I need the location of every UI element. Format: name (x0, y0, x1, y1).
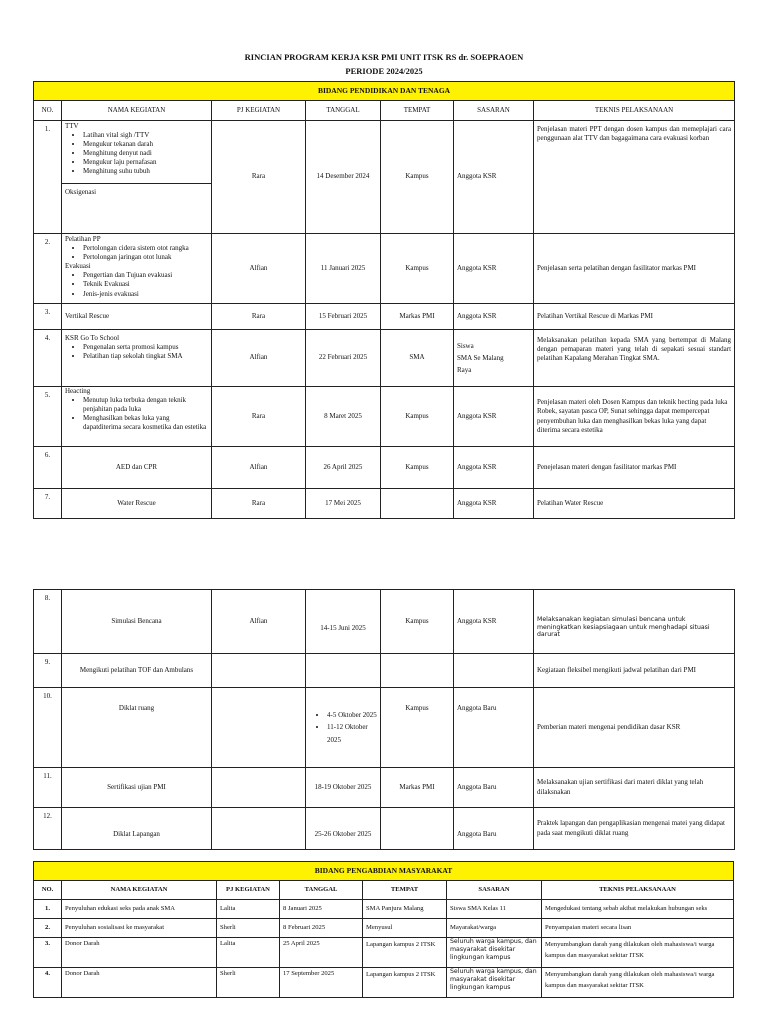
activity-name: Simulasi Bencana (62, 590, 212, 654)
date-cell: 11 Januari 2025 (306, 234, 381, 304)
table-row (34, 121, 735, 234)
activity-name: TTV (65, 122, 79, 130)
pj-cell (212, 808, 306, 850)
section-heading: BIDANG PENDIDIKAN DAN TENAGA (34, 82, 735, 101)
date-cell: 14 Desember 2024 (306, 121, 381, 234)
document-period: PERIODE 2024/2025 (345, 66, 423, 76)
table-row (34, 489, 735, 519)
activity-name: AED dan CPR (62, 447, 212, 489)
table-row (34, 654, 735, 688)
activity-name: Heacting (65, 387, 91, 395)
education-table (33, 81, 735, 519)
date-cell (306, 688, 381, 768)
tech-cell: Melaksanakan pelatihan kepada SMA yang bertempat di Malang dengan pemaparan materi yang telah di sepakati sesuai standart pelatihan Kapalang Merahan Tingkat SMA. (534, 330, 735, 387)
activity-cell (62, 121, 212, 234)
activity-name: Pelatihan PP (65, 235, 101, 243)
table-header-row (34, 881, 734, 900)
pj-cell: Rara (212, 387, 306, 447)
activity-subitem: Oksigenasi (62, 183, 211, 228)
target-cell: Anggota Baru (454, 688, 534, 768)
place-cell: Lapangan kampus 2 ITSK (363, 968, 447, 998)
tech-cell: Penyampaian materi secara lisan (542, 919, 734, 938)
date-list (309, 709, 377, 747)
place-cell: Kampus (381, 688, 454, 768)
table-row (34, 919, 734, 938)
list-item: • Mengukur tekanan darah (83, 140, 208, 149)
activity-name: Donor Darah (62, 938, 217, 968)
row-number: 9. (34, 654, 62, 688)
tech-cell: Praktek lapangan dan pengaplikasian mengenai matei yang didapat pada saat mengikuti diklat ruang (534, 808, 735, 850)
row-number: 11. (34, 768, 62, 808)
place-cell: SMA (381, 330, 454, 387)
pj-cell: Alfian (212, 330, 306, 387)
activity-cell (62, 387, 212, 447)
col-header: NO. (34, 881, 62, 900)
section-heading: BIDANG PENGABDIAN MASYARAKAT (34, 862, 734, 881)
list-item: • 4-5 Oktober 2025 (327, 709, 377, 722)
table-row (34, 968, 734, 998)
row-number: 1. (34, 900, 62, 919)
target-cell: Anggota KSR (454, 590, 534, 654)
target-cell: Anggota KSR (454, 489, 534, 519)
target-cell: Siswa SMA Kelas 11 (447, 900, 542, 919)
community-service-table (33, 861, 734, 998)
list-item: • Pertolongan cidera sistem otot rangka (83, 244, 208, 253)
place-cell: SMA Panjura Malang (363, 900, 447, 919)
place-cell: Markas PMI (381, 304, 454, 330)
table-row (34, 234, 735, 304)
row-number: 3. (34, 304, 62, 330)
target-cell: Seluruh warga kampus, dan masyarakat disekitar lingkungan kampus (447, 938, 542, 968)
activity-items (65, 271, 208, 298)
date-cell: 8 Februari 2025 (280, 919, 363, 938)
col-header: TEKNIS PELAKSANAAN (534, 101, 735, 121)
row-number: 1. (34, 121, 62, 234)
list-item: • Mengukur laju pernafasan (83, 158, 208, 167)
activity-name: Diklat Lapangan (62, 808, 212, 850)
target-cell: Anggota Baru (454, 808, 534, 850)
date-cell: 26 April 2025 (306, 447, 381, 489)
list-item: • Menghasilkan bekas luka yang dapatditerima secara kosmetika dan estetika (83, 414, 208, 432)
table-header-row (34, 101, 735, 121)
col-header: NAMA KEGIATAN (62, 101, 212, 121)
pj-cell (212, 768, 306, 808)
tech-cell: Melaksanakan kegiatan simulasi bencana untuk meningkatkan kesiapsiagaan untuk menghadapi situasi darurat (534, 590, 735, 654)
target-cell: Anggota KSR (454, 447, 534, 489)
date-cell: 8 Maret 2025 (306, 387, 381, 447)
place-cell (381, 654, 454, 688)
table-row (34, 330, 735, 387)
table-row (34, 900, 734, 919)
row-number: 2. (34, 919, 62, 938)
tech-cell: Pelatihan Water Rescue (534, 489, 735, 519)
list-item: • Pengertian dan Tujuan evakuasi (83, 271, 208, 280)
list-item: • Jenis-jenis evakuasi (83, 290, 208, 299)
target-cell: Mayarakat/warga (447, 919, 542, 938)
table-row (34, 387, 735, 447)
row-number: 2. (34, 234, 62, 304)
col-header: PJ KEGIATAN (217, 881, 280, 900)
place-cell (381, 808, 454, 850)
list-item: • Teknik Evakuasi (83, 280, 208, 289)
place-cell (381, 489, 454, 519)
activity-items (65, 396, 208, 432)
list-item: • Menghitung denyut nadi (83, 149, 208, 158)
activity-name: Donor Darah (62, 968, 217, 998)
target-cell: Seluruh warga kampus, dan masyarakat disekitar lingkungan kampus (447, 968, 542, 998)
date-cell: 15 Februari 2025 (306, 304, 381, 330)
activity-cell (62, 330, 212, 387)
document-title: RINCIAN PROGRAM KERJA KSR PMI UNIT ITSK RS dr. SOEPRAOEN (244, 52, 524, 62)
col-header: TEMPAT (363, 881, 447, 900)
activity-name: KSR Go To School (65, 334, 120, 342)
pj-cell: Lalita (217, 938, 280, 968)
row-number: 3. (34, 938, 62, 968)
list-item: • Latihan vital sigh /TTV (83, 131, 208, 140)
place-cell: Markas PMI (381, 768, 454, 808)
list-item: • Pelatihan tiap sekolah tingkat SMA (83, 352, 208, 361)
list-item: • Menghitung suhu tubuh (83, 167, 208, 176)
pj-cell: Rara (212, 489, 306, 519)
activity-name: Vertikal Rescue (62, 304, 212, 330)
date-cell: 17 September 2025 (280, 968, 363, 998)
table-row (34, 590, 735, 654)
col-header: TANGGAL (280, 881, 363, 900)
list-item: • Pengenalan serta promosi kampus (83, 343, 208, 352)
row-number: 10. (34, 688, 62, 768)
activity-items (65, 244, 208, 262)
target-cell: Anggota KSR (454, 387, 534, 447)
tech-cell: Menyumbangkan darah yang dilakukan oleh mahasiswa/i warga kampus dan masyarakat sekitar ITSK (542, 938, 734, 968)
tech-cell: Penjelasan materi oleh Dosen Kampus dan teknik hecting pada luka Robek, sayatan pasca OP, Sunat sehingga dapat mempercepat penyembuhan luka dan menghasilkan bekas luka yang dapat diterima secara estetika (534, 387, 735, 447)
tech-cell: Pemberian materi mengenai pendidikan dasar KSR (534, 688, 735, 768)
target-line: SMA Se Malang (457, 353, 504, 362)
target-cell: Anggota KSR (454, 121, 534, 234)
pj-cell: Rara (212, 304, 306, 330)
activity-name: Mengikuti pelatihan TOF dan Ambulans (62, 654, 212, 688)
education-table-continued (33, 589, 735, 850)
place-cell: Kampus (381, 387, 454, 447)
row-number: 4. (34, 330, 62, 387)
pj-cell (212, 688, 306, 768)
target-cell: Anggota KSR (454, 304, 534, 330)
table-row (34, 688, 735, 768)
date-cell: 14-15 Juni 2025 (306, 590, 381, 654)
col-header: SASARAN (447, 881, 542, 900)
col-header: TEMPAT (381, 101, 454, 121)
activity-cell (62, 234, 212, 304)
activity-items (65, 131, 208, 176)
date-cell: 8 Januari 2025 (280, 900, 363, 919)
tech-cell: Kegiataan fleksibel mengikuti jadwal pelatihan dari PMI (534, 654, 735, 688)
target-line: Siswa (457, 341, 474, 350)
col-header: TEKNIS PELAKSANAAN (542, 881, 734, 900)
col-header: NAMA KEGIATAN (62, 881, 217, 900)
place-cell: Lapangan kampus 2 ITSK (363, 938, 447, 968)
date-cell: 22 Februari 2025 (306, 330, 381, 387)
col-header: PJ KEGIATAN (212, 101, 306, 121)
target-cell (454, 654, 534, 688)
activity-name: Evakuasi (65, 262, 91, 271)
place-cell: Kampus (381, 590, 454, 654)
row-number: 5. (34, 387, 62, 447)
tech-cell: Penjelasan serta pelatihan dengan fasilitator markas PMI (534, 234, 735, 304)
target-cell: Anggota Baru (454, 768, 534, 808)
tech-cell: Melaksanakan ujian sertifikasi dari materi diklat yang telah dilaksnakan (534, 768, 735, 808)
col-header: SASARAN (454, 101, 534, 121)
table-row (34, 768, 735, 808)
pj-cell (212, 654, 306, 688)
place-cell: Menyusul (363, 919, 447, 938)
row-number: 4. (34, 968, 62, 998)
target-cell (454, 330, 534, 387)
activity-name: Penyuluhan sosialisasi ke masyarakat (62, 919, 217, 938)
list-item: • Menutup luka terbuka dengan teknik penjahitan pada luka (83, 396, 208, 414)
place-cell: Kampus (381, 234, 454, 304)
date-cell: 25-26 Oktober 2025 (306, 808, 381, 850)
activity-name: Diklat ruang (62, 688, 212, 768)
date-cell: 18-19 Oktober 2025 (306, 768, 381, 808)
row-number: 6. (34, 447, 62, 489)
place-cell: Kampus (381, 121, 454, 234)
activity-name: Water Rescue (62, 489, 212, 519)
table-row (34, 304, 735, 330)
pj-cell: Rara (212, 121, 306, 234)
row-number: 8. (34, 590, 62, 654)
activity-name: Penyuluhan edukasi seks pada anak SMA (62, 900, 217, 919)
table-row (34, 447, 735, 489)
list-item: • Pertolongan jaringan otot lunak (83, 253, 208, 262)
date-cell: 17 Mei 2025 (306, 489, 381, 519)
pj-cell: Lalita (217, 900, 280, 919)
col-header: TANGGAL (306, 101, 381, 121)
pj-cell: Alfian (212, 590, 306, 654)
pj-cell: Alfian (212, 234, 306, 304)
place-cell: Kampus (381, 447, 454, 489)
activity-items (65, 343, 208, 361)
pj-cell: Sherli (217, 919, 280, 938)
tech-cell: Penejelasan materi dengan fasilitator markas PMI (534, 447, 735, 489)
date-cell: 25 April 2025 (280, 938, 363, 968)
tech-cell: Mengedukasi tentang sebab akibat melakukan hubungan seks (542, 900, 734, 919)
table-row (34, 938, 734, 968)
tech-cell: Pelatihan Vertikal Rescue di Markas PMI (534, 304, 735, 330)
pj-cell: Alfian (212, 447, 306, 489)
col-header: NO. (34, 101, 62, 121)
tech-cell: Penjelasan materi PPT dengan dosen kampus dan memeplajari cara penggunaan alat TTV dan bagagaimana cara evakuasi korban (534, 121, 735, 234)
tech-cell: Menyumbangkan darah yang dilakukan oleh mahasiswa/i warga kampus dan masyarakat sekitar ITSK (542, 968, 734, 998)
target-line: Raya (457, 366, 472, 375)
row-number: 12. (34, 808, 62, 850)
date-cell (306, 654, 381, 688)
row-number: 7. (34, 489, 62, 519)
activity-name: Sertifikasi ujian PMI (62, 768, 212, 808)
pj-cell: Sherli (217, 968, 280, 998)
table-row (34, 808, 735, 850)
list-item: • 11-12 Oktober 2025 (327, 721, 377, 746)
target-cell: Anggota KSR (454, 234, 534, 304)
